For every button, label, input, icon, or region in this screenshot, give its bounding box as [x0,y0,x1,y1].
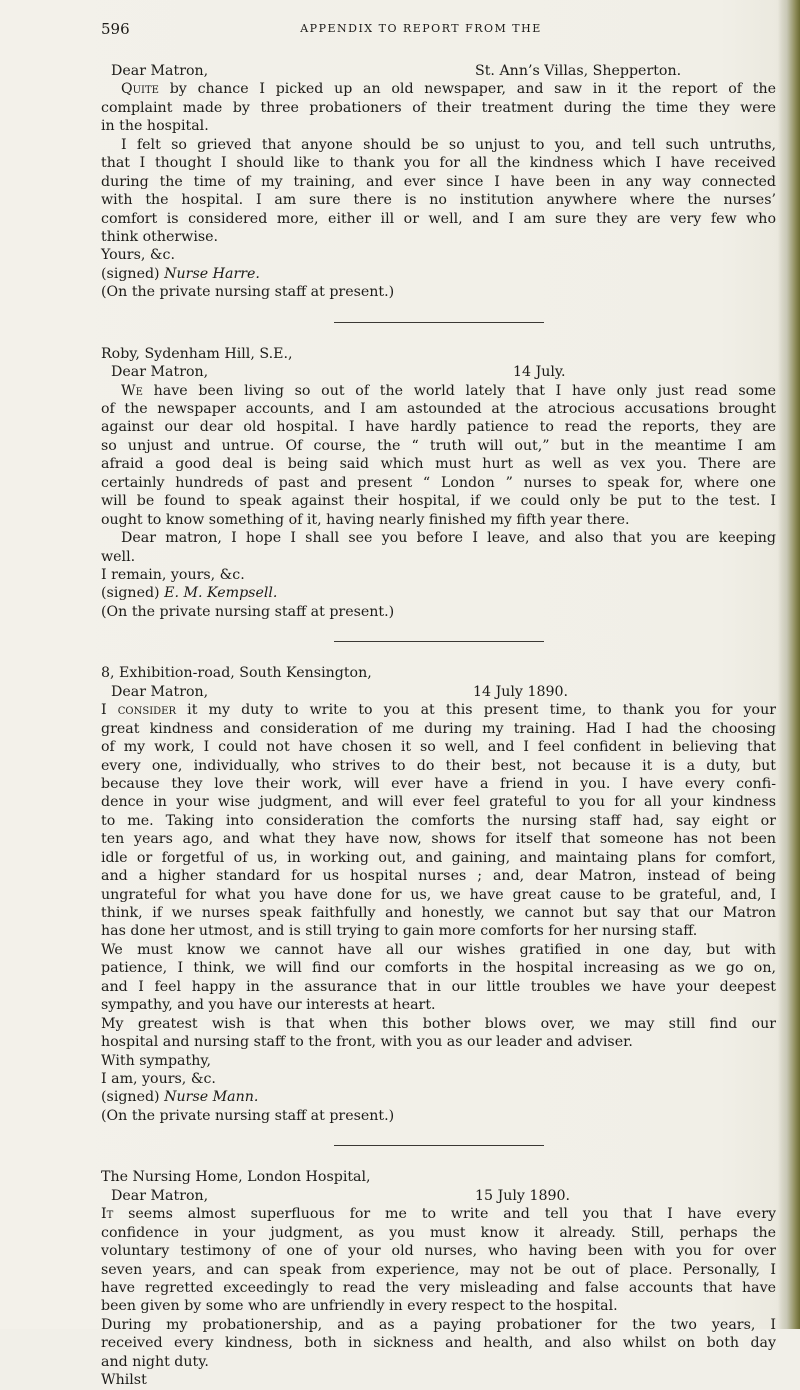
signed-prefix: (signed) [101,585,160,602]
text-line: I felt so grieved that anyone should be so unjust to you, and tell such untruths, [121,136,776,153]
text-line: comfort is considered more, either ill or well, and I am sure they are very few who [101,210,776,227]
text-line: and night duty. [101,1353,209,1370]
paragraph [101,136,776,247]
text-line: against our dear old hospital. I have hardly patience to read the reports, they are [101,419,776,436]
text-line: confidence in your judgment, as you must know it already. Still, perhaps the [101,1224,776,1241]
address: St. Ann’s Villas, Shepperton. [475,63,682,79]
text-line: has done her utmost, and is still trying to gain more comforts for her nursing staff. [101,923,698,940]
lead-word: I consider [101,702,177,719]
paragraph [101,1316,776,1371]
salutation: Dear Matron, [111,683,209,700]
text-line: sympathy, and you have our interests at heart. [101,997,436,1014]
first-line: It seems almost superfluous for me to write and tell you that I have every [101,1206,776,1223]
text-line: We must know we cannot have all our wishes gratified in one day, but with [101,941,776,958]
signed-prefix: (signed) [101,1089,160,1106]
paragraph [101,701,776,941]
closing: Yours, &c. [101,247,175,264]
first-line: We have been living so out of the world lately that I have only just read some [121,382,776,399]
text-line: great kindness and consideration of me during my training. Had I had the choosing [101,720,776,737]
text-line: voluntary testimony of one of your old nurses, who having been with you for over [101,1243,776,1260]
lead-word: Quite [121,81,159,98]
divider-rule [334,641,544,642]
page-header [101,20,741,40]
lead-word: We [121,382,143,399]
page-body [101,62,776,1390]
text-line: think otherwise. [101,228,219,245]
text-line: ungrateful for what you have done for us, we have great cause to be grateful, and, I [101,886,776,903]
paragraph [101,1052,776,1070]
salutation: Dear Matron, [111,1187,209,1204]
address: 8, Exhibition-road, South Kensington, [101,665,372,682]
letter-kempsell [101,345,776,622]
text-line: of the newspaper accounts, and I am astounded at the atrocious accusations brought [101,401,776,418]
letter-harre [101,62,776,302]
letter-heading [101,1187,776,1205]
closing: I remain, yours, &c. [101,567,245,584]
text-line: to me. Taking into consideration the comforts the nursing staff had, say eight or [101,812,776,829]
letter-heading [101,62,776,80]
letter-date: 14 July 1890. [473,683,569,700]
first-line: Quite by chance I picked up an old newspaper, and saw in it the report of the [121,81,776,98]
text-line: so unjust and untrue. Of course, the “ truth will out,” but in the meantime I am [101,437,776,454]
divider-rule [334,322,544,323]
text-line: Dear matron, I hope I shall see you before I leave, and also that you are keeping [121,530,776,547]
address: The Nursing Home, London Hospital, [101,1169,371,1186]
text-line: think, if we nurses speak faithfully and honestly, we cannot but say that our Matron [101,905,776,922]
page-edge-shadow [778,0,800,1329]
text-line: During my probationership, and as a paying probationer for the two years, I [101,1316,776,1333]
text-line: well. [101,548,136,565]
page-number: 596 [101,20,130,38]
paragraph [101,941,776,1015]
text-line: during the time of my training, and ever since I have been in any way connected [101,173,776,190]
signed-prefix: (signed) [101,265,160,282]
text-line: and I feel happy in the assurance that in our little troubles we have your deepest [101,978,776,995]
text-line: complaint made by three probationers of their treatment during the time they were [101,99,776,116]
text-line: ten years ago, and what they have now, shows for itself that someone has not been [101,831,776,848]
address: Roby, Sydenham Hill, S.E., [101,345,293,362]
letter-date: 14 July. [513,364,566,381]
divider-rule [334,1145,544,1146]
text-line: of my work, I could not have chosen it so well, and I feel confident in believing that [101,739,776,756]
paragraph [101,1205,776,1316]
text-line: and a higher standard for us hospital nurses ; and, dear Matron, instead of being [101,868,776,885]
paragraph [101,80,776,135]
text-line: idle or forgetful of us, in working out, and gaining, and maintaing plans for comfort, [101,849,776,866]
text-line: ought to know something of it, having nearly finished my fifth year there. [101,511,630,528]
text-line: in the hospital. [101,118,209,135]
text-line: patience, I think, we will find our comforts in the hospital increasing as we go on, [101,960,776,977]
signature: Nurse Harre. [164,265,260,282]
staff-note: (On the private nursing staff at present.) [101,1107,395,1124]
signature: Nurse Mann. [164,1089,259,1106]
text-line: afraid a good deal is being said which must hurt as well as vex you. There are [101,456,776,473]
catchword: Whilst [101,1372,147,1389]
text-line: every one, individually, who strives to do their best, not because it is a duty, but [101,757,776,774]
letter-heading [101,363,776,381]
staff-note: (On the private nursing staff at present.) [101,284,395,301]
closing: I am, yours, &c. [101,1071,216,1088]
text-line: certainly hundreds of past and present “ London ” nurses to speak for, where one [101,474,776,491]
lead-word: It [101,1206,114,1223]
salutation: Dear Matron, [111,364,209,381]
letter-heading [101,683,776,701]
letter-date: 15 July 1890. [475,1187,571,1204]
letter-mann [101,664,776,1125]
paragraph [101,382,776,530]
text-line: will be found to speak against their hospital, if we could only be put to the test. I [101,493,776,510]
text-line: dence in your wise judgment, and will ever feel grateful to you for all your kindness [101,794,776,811]
signature: E. M. Kempsell. [164,585,278,602]
text-line: with the hospital. I am sure there is no institution anywhere where the nurses’ [101,192,776,209]
text-line: received every kindness, both in sickness and health, and also whilst on both day [101,1335,776,1352]
letter-nursing-home [101,1168,776,1389]
text-line: seven years, and can speak from experience, may not be out of place. Personally, I [101,1261,776,1278]
staff-note: (On the private nursing staff at present.) [101,603,395,620]
paragraph [101,1015,776,1052]
text-line: because they love their work, will ever have a friend in you. I have every confi- [101,775,776,792]
text-line: that I thought I should like to thank you for all the kindness which I have received [101,155,776,172]
text-line: With sympathy, [101,1052,211,1069]
text-line: have regretted exceedingly to read the very misleading and false accounts that have [101,1279,776,1296]
running-title: APPENDIX TO REPORT FROM THE [300,22,542,35]
first-line: I consider it my duty to write to you at this present time, to thank you for your [101,702,776,719]
text-line: My greatest wish is that when this bother blows over, we may still find our [101,1015,776,1032]
text-line: hospital and nursing staff to the front, with you as our leader and adviser. [101,1034,633,1051]
paragraph [101,529,776,566]
text-line: been given by some who are unfriendly in every respect to the hospital. [101,1298,618,1315]
salutation: Dear Matron, [111,63,209,79]
